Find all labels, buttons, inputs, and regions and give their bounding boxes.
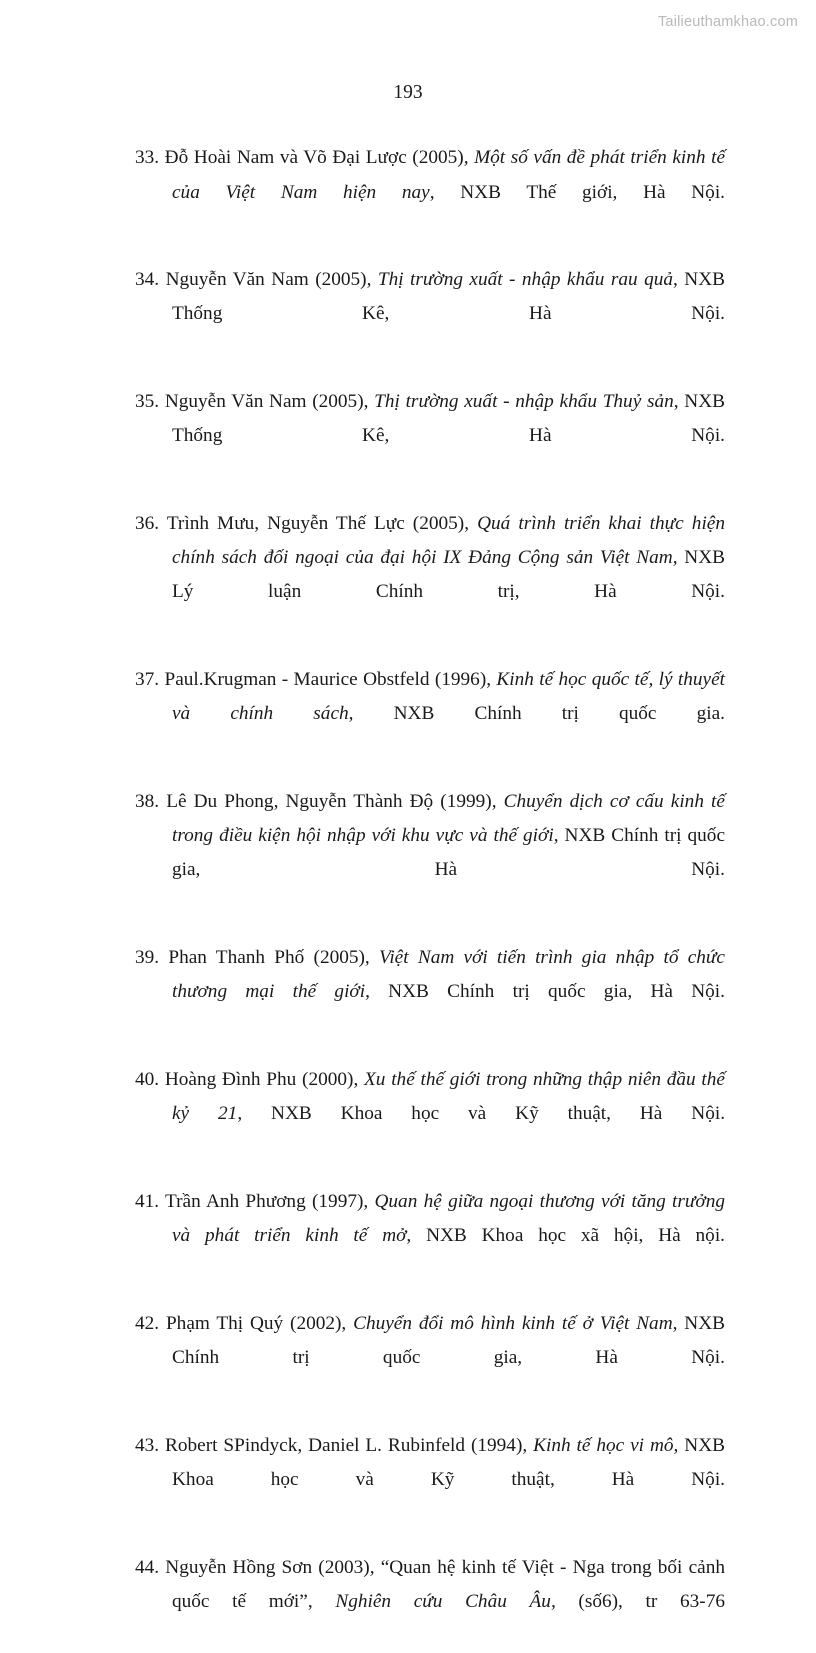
reference-entry [135, 785, 725, 922]
page-number: 193 [393, 82, 423, 103]
reference-text: Robert SPindyck, Daniel L. Rubinfeld (1994), [165, 1434, 534, 1456]
reference-text: Nguyễn Hồng Sơn (2003), “Quan hệ kinh tế Việt - Nga trong bối cảnh quốc tế mới”, [165, 1556, 725, 1612]
reference-number: 41. [135, 1190, 160, 1212]
reference-entry [135, 141, 725, 244]
reference-number: 39. [135, 947, 160, 969]
reference-title: Quá trình triển khai thực hiện chính sách đối ngoại của đại hội IX Đảng Cộng sản Việt Nam, [172, 513, 726, 569]
reference-title: Xu thế thế giới trong những thập niên đầu thế kỷ 21 [172, 1069, 725, 1125]
reference-entry [135, 1307, 725, 1410]
reference-text: Nguyễn Văn Nam (2005), [165, 269, 378, 291]
reference-number: 40. [135, 1069, 160, 1091]
reference-entry [135, 1063, 725, 1166]
reference-title: Kinh tế học vi mô, [533, 1434, 679, 1456]
reference-entry [135, 385, 725, 488]
reference-number: 33. [135, 147, 160, 169]
reference-text: , NXB Chính trị quốc gia. [348, 703, 725, 725]
reference-entry [135, 941, 725, 1044]
reference-entry [135, 663, 725, 766]
reference-text: , NXB Khoa học và Kỹ thuật, Hà Nội. [237, 1103, 726, 1125]
reference-text: NXB Khoa học và Kỹ thuật, Hà Nội. [172, 1434, 725, 1490]
reference-number: 37. [135, 669, 160, 691]
reference-number: 36. [135, 513, 160, 535]
reference-number: 44. [135, 1556, 160, 1578]
reference-title: Thị trường xuất - nhập khẩu rau quả [377, 269, 673, 291]
reference-title: Thị trường xuất - nhập khẩu Thuỷ sản [374, 391, 674, 413]
reference-text: Nguyễn Văn Nam (2005), [164, 391, 375, 413]
reference-text: Hoàng Đình Phu (2000), [164, 1069, 365, 1091]
reference-text: Paul.Krugman - Maurice Obstfeld (1996), [164, 669, 497, 691]
reference-title: Kinh tế học quốc tế, lý thuyết và chính sách [172, 669, 725, 725]
reference-number: 43. [135, 1434, 160, 1456]
reference-title: , Một số vấn đề phát triển kinh tế của Việt Nam hiện nay [172, 147, 726, 203]
reference-text: , NXB Thống Kê, Hà Nội. [172, 269, 725, 325]
reference-text: , NXB Thế giới, Hà Nội. [429, 181, 725, 203]
reference-entry [135, 1551, 725, 1653]
reference-title: Nghiên cứu Châu Âu, [335, 1590, 556, 1612]
reference-text: Trần Anh Phương (1997), [165, 1190, 375, 1212]
reference-text: Trình Mưu, Nguyễn Thế Lực (2005), [166, 513, 478, 535]
reference-title: Quan hệ giữa ngoại thương với tăng trưởng và phát triển kinh tế mở [172, 1190, 725, 1247]
reference-entry [135, 1185, 725, 1288]
reference-number: 42. [135, 1312, 160, 1334]
reference-text: Phạm Thị Quý (2002), [165, 1312, 354, 1334]
reference-text: Đỗ Hoài Nam và Võ Đại Lược (2005) [164, 147, 464, 169]
reference-text: NXB Lý luận Chính trị, Hà Nội. [172, 547, 725, 603]
reference-text: , NXB Khoa học xã hội, Hà nội. [406, 1225, 725, 1247]
reference-text: , NXB Chính trị quốc gia, Hà Nội. [365, 981, 725, 1003]
reference-text: , NXB Thống Kê, Hà Nội. [172, 391, 725, 447]
reference-title: Chuyển đổi mô hình kinh tế ở Việt Nam [353, 1312, 673, 1334]
reference-entry [135, 507, 725, 644]
reference-entry [135, 1429, 725, 1532]
reference-text: Lê Du Phong, Nguyễn Thành Độ (1999), [166, 791, 504, 813]
reference-title: Việt Nam với tiến trình gia nhập tổ chức thương mại thế giới [172, 947, 725, 1003]
reference-list [135, 122, 725, 1653]
reference-text: , NXB Chính trị quốc gia, Hà Nội. [172, 825, 726, 881]
reference-text: (số6), tr 63-76 [555, 1590, 725, 1612]
watermark-text: Tailieuthamkhao.com [657, 14, 798, 30]
reference-entry [135, 263, 725, 366]
reference-title: Chuyển dịch cơ cấu kinh tế trong điều kiện hội nhập với khu vực và thế giới [172, 791, 725, 847]
reference-number: 38. [135, 791, 160, 813]
reference-number: 34. [135, 269, 160, 291]
reference-text: , NXB Chính trị quốc gia, Hà Nội. [172, 1312, 725, 1369]
reference-text: Phan Thanh Phố (2005), [168, 947, 379, 969]
reference-number: 35. [135, 391, 160, 413]
